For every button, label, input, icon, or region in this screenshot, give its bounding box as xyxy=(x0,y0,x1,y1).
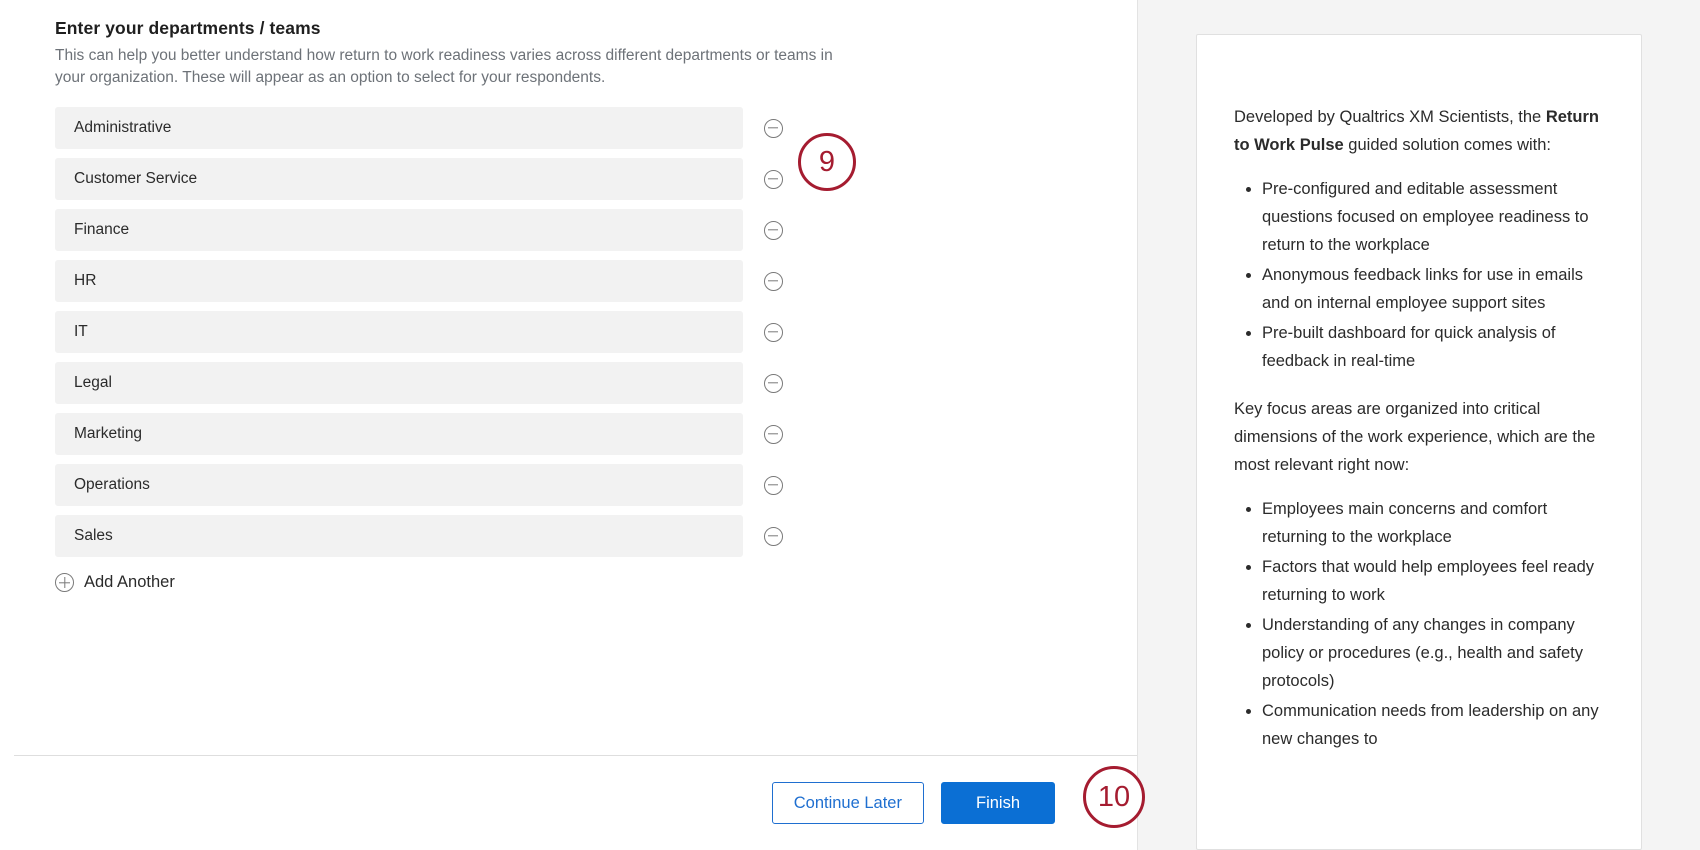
minus-circle-icon xyxy=(764,272,783,291)
list-item xyxy=(55,158,1082,200)
department-input-6[interactable] xyxy=(55,362,743,404)
minus-circle-icon xyxy=(764,476,783,495)
minus-circle-icon xyxy=(764,527,783,546)
list-item xyxy=(55,413,1082,455)
info-intro-bold: Return to Work Pulse xyxy=(1234,108,1599,154)
remove-department-button-7[interactable] xyxy=(761,422,785,446)
departments-form xyxy=(0,0,1137,592)
department-input-2[interactable] xyxy=(55,158,743,200)
form-footer xyxy=(0,756,1137,850)
list-item: • Factors that would help employees feel ready returning to work xyxy=(1262,553,1604,609)
info-intro-prefix: Developed by Qualtrics XM Scientists, the xyxy=(1234,108,1546,126)
remove-department-button-6[interactable] xyxy=(761,371,785,395)
list-item xyxy=(55,209,1082,251)
list-item xyxy=(55,260,1082,302)
department-input-5[interactable] xyxy=(55,311,743,353)
remove-department-button-8[interactable] xyxy=(761,473,785,497)
callout-badge-10: 10 xyxy=(1083,766,1145,828)
list-item: • Pre-configured and editable assessment questions focused on employee readiness to return to the workplace xyxy=(1262,175,1604,259)
minus-circle-icon xyxy=(764,170,783,189)
plus-circle-icon xyxy=(55,573,74,592)
list-item xyxy=(55,464,1082,506)
department-input-9[interactable] xyxy=(55,515,743,557)
list-item xyxy=(55,362,1082,404)
remove-department-button-3[interactable] xyxy=(761,218,785,242)
list-item: • Anonymous feedback links for use in emails and on internal employee support sites xyxy=(1262,261,1604,317)
remove-department-button-4[interactable] xyxy=(761,269,785,293)
remove-department-button-2[interactable] xyxy=(761,167,785,191)
minus-circle-icon xyxy=(764,425,783,444)
list-item xyxy=(55,515,1082,557)
department-input-1[interactable] xyxy=(55,107,743,149)
list-item: • Communication needs from leadership on any new changes to xyxy=(1262,697,1604,753)
focus-area-list xyxy=(1234,495,1604,753)
department-input-8[interactable] xyxy=(55,464,743,506)
department-input-4[interactable] xyxy=(55,260,743,302)
info-intro xyxy=(1234,103,1604,159)
feature-list xyxy=(1234,175,1604,375)
add-another-label: Add Another xyxy=(84,573,175,591)
continue-later-button[interactable]: Continue Later xyxy=(772,782,924,824)
add-another-button[interactable] xyxy=(55,573,175,592)
list-item: • Understanding of any changes in company policy or procedures (e.g., health and safety protocols) xyxy=(1262,611,1604,695)
list-item: • Pre-built dashboard for quick analysis of feedback in real-time xyxy=(1262,319,1604,375)
info-panel xyxy=(1138,0,1700,850)
finish-button[interactable]: Finish xyxy=(941,782,1055,824)
remove-department-button-9[interactable] xyxy=(761,524,785,548)
department-list xyxy=(55,107,1082,557)
list-item xyxy=(55,107,1082,149)
info-card xyxy=(1196,34,1642,850)
callout-badge-9: 9 xyxy=(798,133,856,191)
minus-circle-icon xyxy=(764,323,783,342)
minus-circle-icon xyxy=(764,374,783,393)
info-intro-suffix: guided solution comes with: xyxy=(1343,136,1551,154)
list-item: • Employees main concerns and comfort returning to the workplace xyxy=(1262,495,1604,551)
minus-circle-icon xyxy=(764,221,783,240)
minus-circle-icon xyxy=(764,119,783,138)
remove-department-button-5[interactable] xyxy=(761,320,785,344)
department-input-3[interactable] xyxy=(55,209,743,251)
page-title: Enter your departments / teams xyxy=(55,18,321,38)
list-item xyxy=(55,311,1082,353)
department-input-7[interactable] xyxy=(55,413,743,455)
form-description: This can help you better understand how return to work readiness varies across different departments or teams in your organization. These will appear as an option to select for your respondents. xyxy=(55,47,833,86)
remove-department-button-1[interactable] xyxy=(761,116,785,140)
focus-intro: Key focus areas are organized into critical dimensions of the work experience, which are the most relevant right now: xyxy=(1234,400,1596,474)
